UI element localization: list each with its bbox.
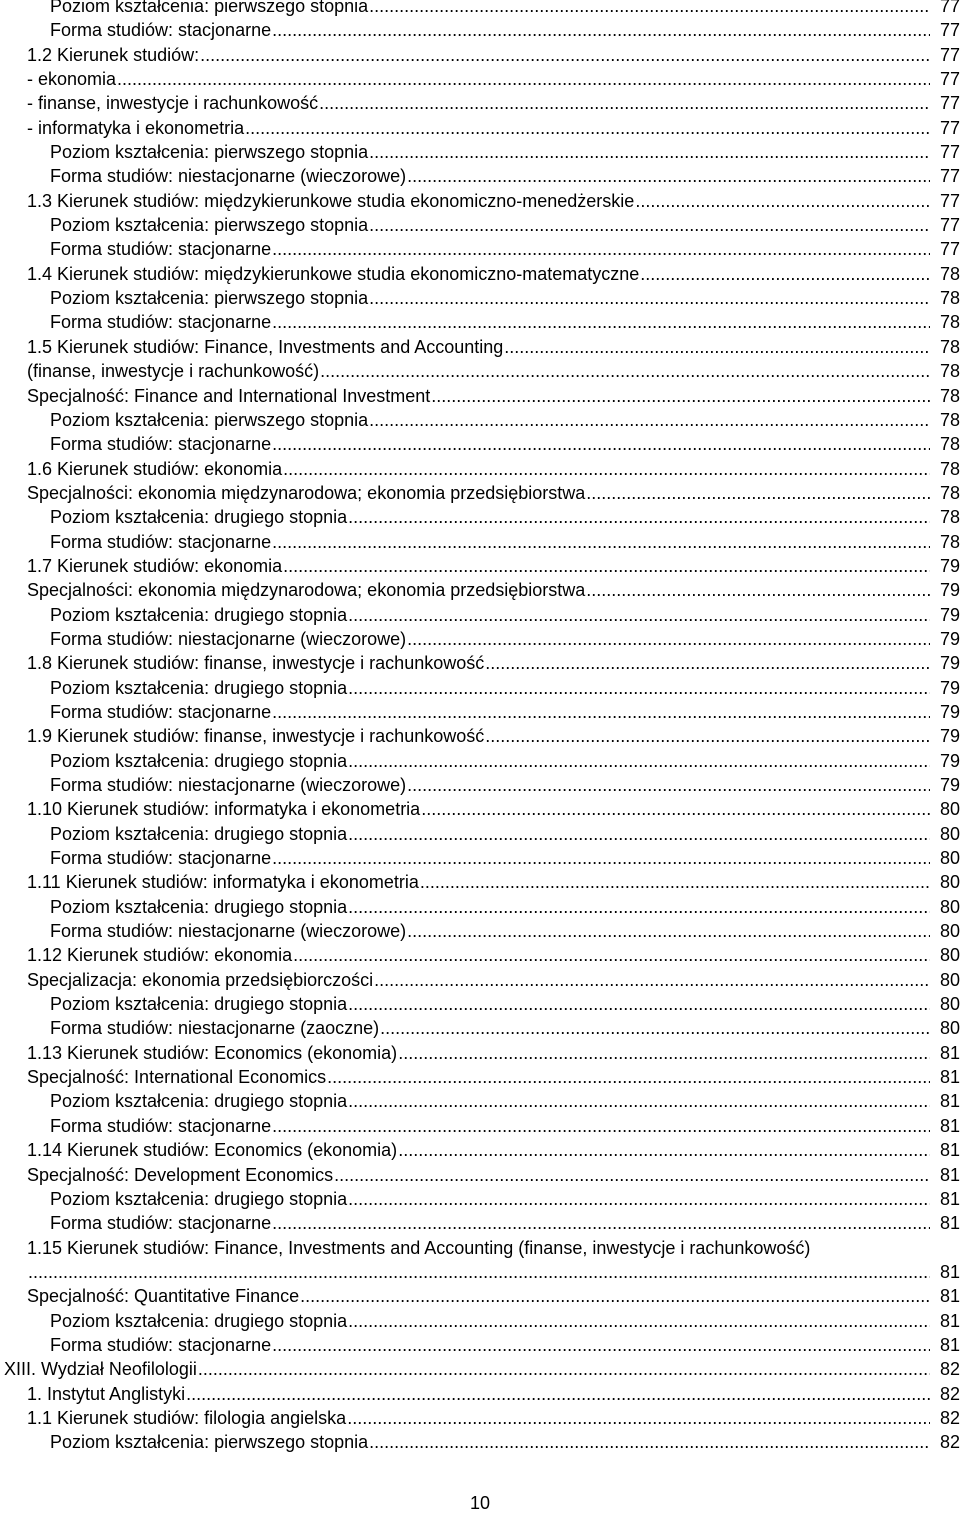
toc-entry[interactable] <box>0 554 960 578</box>
toc-entry[interactable] <box>0 432 960 456</box>
toc-entry-text: Poziom kształcenia: pierwszego stopnia <box>50 409 369 430</box>
toc-entry-text: Poziom kształcenia: pierwszego stopnia <box>50 142 369 163</box>
toc-entry-label <box>27 1236 960 1260</box>
toc-entry-page: 80 <box>936 895 960 919</box>
toc-entry-page: 80 <box>936 846 960 870</box>
toc-entry-label <box>50 1333 930 1357</box>
toc-entry-label <box>27 91 930 115</box>
toc-entry-page: 82 <box>936 1357 960 1381</box>
toc-entry[interactable] <box>0 481 960 505</box>
toc-entry[interactable] <box>0 943 960 967</box>
toc-entry-label <box>50 895 930 919</box>
toc-entry-text: Poziom kształcenia: drugiego stopnia <box>50 1188 348 1209</box>
toc-entry[interactable] <box>0 286 960 310</box>
toc-entry-label <box>27 1382 930 1406</box>
toc-entry-label <box>27 554 930 578</box>
toc-entry-page: 79 <box>936 603 960 627</box>
toc-entry-text: Poziom kształcenia: drugiego stopnia <box>50 604 348 625</box>
toc-entry[interactable] <box>0 116 960 140</box>
toc-entry-label <box>27 1065 930 1089</box>
toc-entry[interactable] <box>0 457 960 481</box>
toc-entry-label <box>27 457 930 481</box>
toc-entry-page: 79 <box>936 578 960 602</box>
toc-entry[interactable] <box>0 359 960 383</box>
toc-entry-label <box>27 968 930 992</box>
toc-entry[interactable] <box>0 1333 960 1357</box>
toc-entry-page: 81 <box>936 1114 960 1138</box>
toc-entry[interactable] <box>0 310 960 334</box>
toc-entry-text: 1.6 Kierunek studiów: ekonomia <box>27 458 283 479</box>
toc-entry[interactable] <box>0 919 960 943</box>
toc-entry-text: 1.7 Kierunek studiów: ekonomia <box>27 555 283 576</box>
toc-entry-label <box>27 1284 930 1308</box>
toc-entry-text: Specjalizacja: ekonomia przedsiębiorczości <box>27 969 374 990</box>
toc-entry-page: 77 <box>936 91 960 115</box>
toc-entry-page: 79 <box>936 724 960 748</box>
toc-entry[interactable] <box>0 797 960 821</box>
toc-entry-text: Poziom kształcenia: drugiego stopnia <box>50 994 348 1015</box>
toc-entry-label <box>50 676 930 700</box>
toc-entry-page: 82 <box>936 1430 960 1454</box>
toc-entry[interactable] <box>0 846 960 870</box>
toc-entry-page: 81 <box>936 1284 960 1308</box>
toc-entry-text: 1.8 Kierunek studiów: finanse, inwestycje i rachunkowość <box>27 653 485 674</box>
toc-entry-label <box>27 578 930 602</box>
toc-entry-text: 1.15 Kierunek studiów: Finance, Investments and Accounting (finanse, inwestycje i rachunkowość) <box>27 1237 811 1258</box>
toc-entry[interactable] <box>0 1309 960 1333</box>
toc-entry-text: Forma studiów: stacjonarne <box>50 848 272 869</box>
toc-entry-text: Specjalność: Finance and International Investment <box>27 385 431 406</box>
toc-entry-text: 1.13 Kierunek studiów: Economics (ekonomia) <box>27 1042 398 1063</box>
toc-entry-text: Poziom kształcenia: drugiego stopnia <box>50 823 348 844</box>
toc-entry-page: 82 <box>936 1406 960 1430</box>
toc-entry-label <box>27 262 930 286</box>
toc-entry-text: Forma studiów: stacjonarne <box>50 239 272 260</box>
toc-entry-label <box>50 505 930 529</box>
toc-entry-text: 1.9 Kierunek studiów: finanse, inwestycje i rachunkowość <box>27 726 485 747</box>
toc-entry-label <box>27 1138 930 1162</box>
toc-entry-label <box>50 992 930 1016</box>
toc-entry-page: 81 <box>936 1260 960 1284</box>
toc-entry[interactable] <box>0 822 960 846</box>
toc-entry-page: 81 <box>936 1138 960 1162</box>
toc-entry-text: Poziom kształcenia: drugiego stopnia <box>50 677 348 698</box>
toc-entry-page: 79 <box>936 749 960 773</box>
toc-entry-text: Poziom kształcenia: pierwszego stopnia <box>50 288 369 309</box>
toc-entry-page: 80 <box>936 943 960 967</box>
toc-entry-text: Poziom kształcenia: drugiego stopnia <box>50 1310 348 1331</box>
toc-entry-text: XIII. Wydział Neofilologii <box>4 1359 197 1380</box>
toc-entry[interactable] <box>0 1211 960 1235</box>
toc-entry-page: 81 <box>936 1333 960 1357</box>
toc-entry-page: 78 <box>936 286 960 310</box>
toc-entry-page: 77 <box>936 18 960 42</box>
toc-entry[interactable] <box>0 895 960 919</box>
toc-entry-label <box>50 1114 930 1138</box>
toc-entry-page: 78 <box>936 457 960 481</box>
toc-entry[interactable] <box>0 140 960 164</box>
toc-entry-label <box>50 1430 930 1454</box>
toc-entry-text: Forma studiów: niestacjonarne (zaoczne) <box>50 1018 380 1039</box>
toc-entry-label <box>50 603 930 627</box>
toc-entry-text: Poziom kształcenia: pierwszego stopnia <box>50 1432 369 1453</box>
toc-entry-label <box>50 846 930 870</box>
toc-entry-label <box>27 359 930 383</box>
toc-entry-label <box>27 384 930 408</box>
toc-entry-text: Forma studiów: stacjonarne <box>50 312 272 333</box>
toc-entry[interactable] <box>0 700 960 724</box>
toc-entry-text: Forma studiów: stacjonarne <box>50 701 272 722</box>
toc-entry-label <box>50 749 930 773</box>
toc-entry[interactable] <box>0 43 960 67</box>
toc-entry-label <box>50 237 930 261</box>
toc-entry[interactable] <box>0 335 960 359</box>
toc-entry-page: 80 <box>936 968 960 992</box>
toc-entry-text: Poziom kształcenia: drugiego stopnia <box>50 507 348 528</box>
toc-entry-text: Poziom kształcenia: drugiego stopnia <box>50 1091 348 1112</box>
toc-entry-page: 81 <box>936 1041 960 1065</box>
toc-entry-page: 80 <box>936 1016 960 1040</box>
toc-entry-page: 77 <box>936 43 960 67</box>
toc-entry-text: Specjalność: International Economics <box>27 1067 327 1088</box>
toc-entry-text: Forma studiów: stacjonarne <box>50 434 272 455</box>
toc-entry-page: 77 <box>936 164 960 188</box>
toc-entry-text: Forma studiów: stacjonarne <box>50 1334 272 1355</box>
toc-entry-page: 78 <box>936 335 960 359</box>
toc-entry[interactable] <box>0 1406 960 1430</box>
toc-entry[interactable] <box>0 992 960 1016</box>
toc-entry[interactable] <box>0 18 960 42</box>
toc-entry[interactable] <box>0 1138 960 1162</box>
toc-entry-text: 1.10 Kierunek studiów: informatyka i ekonometria <box>27 799 421 820</box>
toc-entry-label <box>27 1163 930 1187</box>
toc-entry[interactable] <box>0 384 960 408</box>
toc-entry-label <box>50 1309 930 1333</box>
toc-entry-label <box>27 724 930 748</box>
toc-entry-label <box>27 870 930 894</box>
toc-entry-page: 78 <box>936 432 960 456</box>
toc-entry[interactable] <box>0 1163 960 1187</box>
toc-entry-text: 1.5 Kierunek studiów: Finance, Investments and Accounting <box>27 336 504 357</box>
toc-entry-text: 1.14 Kierunek studiów: Economics (ekonomia) <box>27 1140 398 1161</box>
toc-entry[interactable] <box>0 968 960 992</box>
toc-entry-page: 78 <box>936 262 960 286</box>
toc-entry-label <box>27 1260 930 1284</box>
toc-entry-page: 80 <box>936 992 960 1016</box>
toc-entry-page: 82 <box>936 1382 960 1406</box>
toc-entry-page: 80 <box>936 870 960 894</box>
toc-entry-text: - finanse, inwestycje i rachunkowość <box>27 93 319 114</box>
toc-entry-label <box>27 43 930 67</box>
toc-entry-text: - informatyka i ekonometria <box>27 117 245 138</box>
toc-entry[interactable] <box>0 0 960 18</box>
toc-entry-label <box>50 530 930 554</box>
page-number: 10 <box>469 1493 491 1513</box>
toc-entry-text: Forma studiów: niestacjonarne (wieczorowe) <box>50 166 407 187</box>
toc-entry-label <box>50 773 930 797</box>
toc-entry-text: Forma studiów: niestacjonarne (wieczorowe) <box>50 775 407 795</box>
toc-entry-label <box>4 1357 930 1381</box>
toc-entry-label <box>27 189 930 213</box>
toc-entry[interactable] <box>0 1430 960 1454</box>
toc-entry-label <box>50 408 930 432</box>
toc-entry[interactable] <box>0 262 960 286</box>
toc-entry-text: 1.3 Kierunek studiów: międzykierunkowe studia ekonomiczno-menedżerskie <box>27 190 635 211</box>
toc-entry[interactable] <box>0 530 960 554</box>
toc-entry-page: 81 <box>936 1065 960 1089</box>
toc-entry[interactable] <box>0 1284 960 1308</box>
toc-entry-text: Forma studiów: stacjonarne <box>50 20 272 41</box>
toc-entry-text: Specjalność: Development Economics <box>27 1164 334 1185</box>
toc-entry-label <box>50 1089 930 1113</box>
toc-entry-page: 81 <box>936 1309 960 1333</box>
toc-entry-text: Poziom kształcenia: drugiego stopnia <box>50 896 348 917</box>
toc-entry-text: - ekonomia <box>27 69 117 90</box>
toc-entry-text <box>27 1262 28 1282</box>
toc-entry-text: Specjalność: Quantitative Finance <box>27 1286 300 1307</box>
toc-entry[interactable] <box>0 603 960 627</box>
toc-entry[interactable] <box>0 749 960 773</box>
toc-entry-text: Forma studiów: niestacjonarne (wieczorowe) <box>50 628 407 649</box>
toc-entry-page: 77 <box>936 237 960 261</box>
toc-entry-label <box>27 943 930 967</box>
toc-entry[interactable] <box>0 91 960 115</box>
toc-entry[interactable] <box>0 408 960 432</box>
toc-entry-page: 81 <box>936 1163 960 1187</box>
toc-entry[interactable] <box>0 237 960 261</box>
toc-entry-label <box>50 0 930 18</box>
toc-entry-label <box>50 1211 930 1235</box>
toc-entry-text: Forma studiów: stacjonarne <box>50 531 272 552</box>
toc-entry-label <box>27 481 930 505</box>
toc-entry-page: 77 <box>936 0 960 18</box>
toc-entry-page: 79 <box>936 627 960 651</box>
toc-entry-label <box>50 1187 930 1211</box>
toc-entry-page: 77 <box>936 213 960 237</box>
toc-entry-label <box>50 213 930 237</box>
toc-entry[interactable] <box>0 651 960 675</box>
toc-entry-text: 1.4 Kierunek studiów: międzykierunkowe studia ekonomiczno-matematyczne <box>27 263 640 284</box>
toc-entry-page: 79 <box>936 676 960 700</box>
toc-entry[interactable] <box>0 1041 960 1065</box>
toc-entry-page: 78 <box>936 310 960 334</box>
toc-entry[interactable] <box>0 1357 960 1381</box>
toc-entry-text: Poziom kształcenia: drugiego stopnia <box>50 750 348 771</box>
toc-entry-label <box>27 1406 930 1430</box>
toc-entry-page: 78 <box>936 505 960 529</box>
toc-entry-label <box>50 822 930 846</box>
toc-entry-page: 77 <box>936 189 960 213</box>
toc-entry[interactable] <box>0 164 960 188</box>
toc-entry-text: Poziom kształcenia: pierwszego stopnia <box>50 0 369 16</box>
toc-entry-label <box>50 310 930 334</box>
toc-entry-page: 77 <box>936 116 960 140</box>
toc-entry-page: 79 <box>936 554 960 578</box>
toc-entry-page: 81 <box>936 1211 960 1235</box>
toc-entry-label <box>27 335 930 359</box>
toc-entry-label <box>50 700 930 724</box>
toc-entry[interactable] <box>0 1187 960 1211</box>
toc-entry[interactable] <box>0 870 960 894</box>
toc-entry-label <box>27 116 930 140</box>
toc-entry-text: 1.11 Kierunek studiów: informatyka i ekonometria <box>27 872 419 893</box>
toc-entry-text: Specjalności: ekonomia międzynarodowa; ekonomia przedsiębiorstwa <box>27 580 586 601</box>
toc-entry-label <box>50 286 930 310</box>
toc-entry-text: Forma studiów: stacjonarne <box>50 1213 272 1234</box>
toc-entry[interactable] <box>0 724 960 748</box>
toc-entry-label <box>50 140 930 164</box>
toc-entry-page: 78 <box>936 359 960 383</box>
toc-entry-text: Forma studiów: niestacjonarne (wieczorowe) <box>50 921 407 942</box>
toc-entry-page: 80 <box>936 919 960 943</box>
toc-entry-page: 80 <box>936 822 960 846</box>
toc-entry-label <box>27 1041 930 1065</box>
toc-entry-label <box>50 1016 930 1040</box>
toc-entry-page: 80 <box>936 797 960 821</box>
toc-entry-text: 1.1 Kierunek studiów: filologia angielska <box>27 1407 347 1428</box>
toc-entry-label <box>27 67 930 91</box>
toc-entry[interactable] <box>0 773 960 797</box>
toc-entry-page: 77 <box>936 67 960 91</box>
toc-entry-page: 81 <box>936 1089 960 1113</box>
toc-entry[interactable] <box>0 1260 960 1284</box>
toc-entry-text: Forma studiów: stacjonarne <box>50 1115 272 1136</box>
toc-entry-page: 79 <box>936 700 960 724</box>
toc-entry[interactable] <box>0 505 960 529</box>
toc-entry-text: 1. Instytut Anglistyki <box>27 1383 186 1404</box>
toc-entry-label <box>50 627 930 651</box>
toc-entry[interactable] <box>0 213 960 237</box>
toc-entry-page: 78 <box>936 384 960 408</box>
toc-entry-text: Specjalności: ekonomia międzynarodowa; ekonomia przedsiębiorstwa <box>27 482 586 503</box>
toc-entry[interactable] <box>0 1089 960 1113</box>
toc-entry-label <box>27 797 930 821</box>
toc-entry[interactable] <box>0 676 960 700</box>
toc-entry[interactable] <box>0 1016 960 1040</box>
toc-entry[interactable] <box>0 67 960 91</box>
toc-entry-page: 78 <box>936 481 960 505</box>
toc-entry[interactable] <box>0 1114 960 1138</box>
toc-entry-label <box>27 651 930 675</box>
toc-entry-text: 1.2 Kierunek studiów: <box>27 44 200 65</box>
toc-entry-label <box>50 919 930 943</box>
toc-entry[interactable] <box>0 1382 960 1406</box>
toc-entry-page: 78 <box>936 408 960 432</box>
toc-entry-text: Poziom kształcenia: pierwszego stopnia <box>50 215 369 236</box>
toc-entry-page: 78 <box>936 530 960 554</box>
toc-entry[interactable] <box>0 627 960 651</box>
toc-entry[interactable] <box>0 189 960 213</box>
toc-entry-page: 81 <box>936 1187 960 1211</box>
toc-entry-label <box>50 432 930 456</box>
toc-entry[interactable] <box>0 1236 960 1260</box>
toc-entry-page: 79 <box>936 651 960 675</box>
toc-entry-label <box>50 164 930 188</box>
toc-entry-page: 79 <box>936 773 960 797</box>
toc-entry[interactable] <box>0 1065 960 1089</box>
toc-entry-label <box>50 18 930 42</box>
toc-entry-text: 1.12 Kierunek studiów: ekonomia <box>27 945 293 966</box>
toc-entry-text: (finanse, inwestycje i rachunkowość) <box>27 361 320 382</box>
toc-entry[interactable] <box>0 578 960 602</box>
toc-entry-page: 77 <box>936 140 960 164</box>
